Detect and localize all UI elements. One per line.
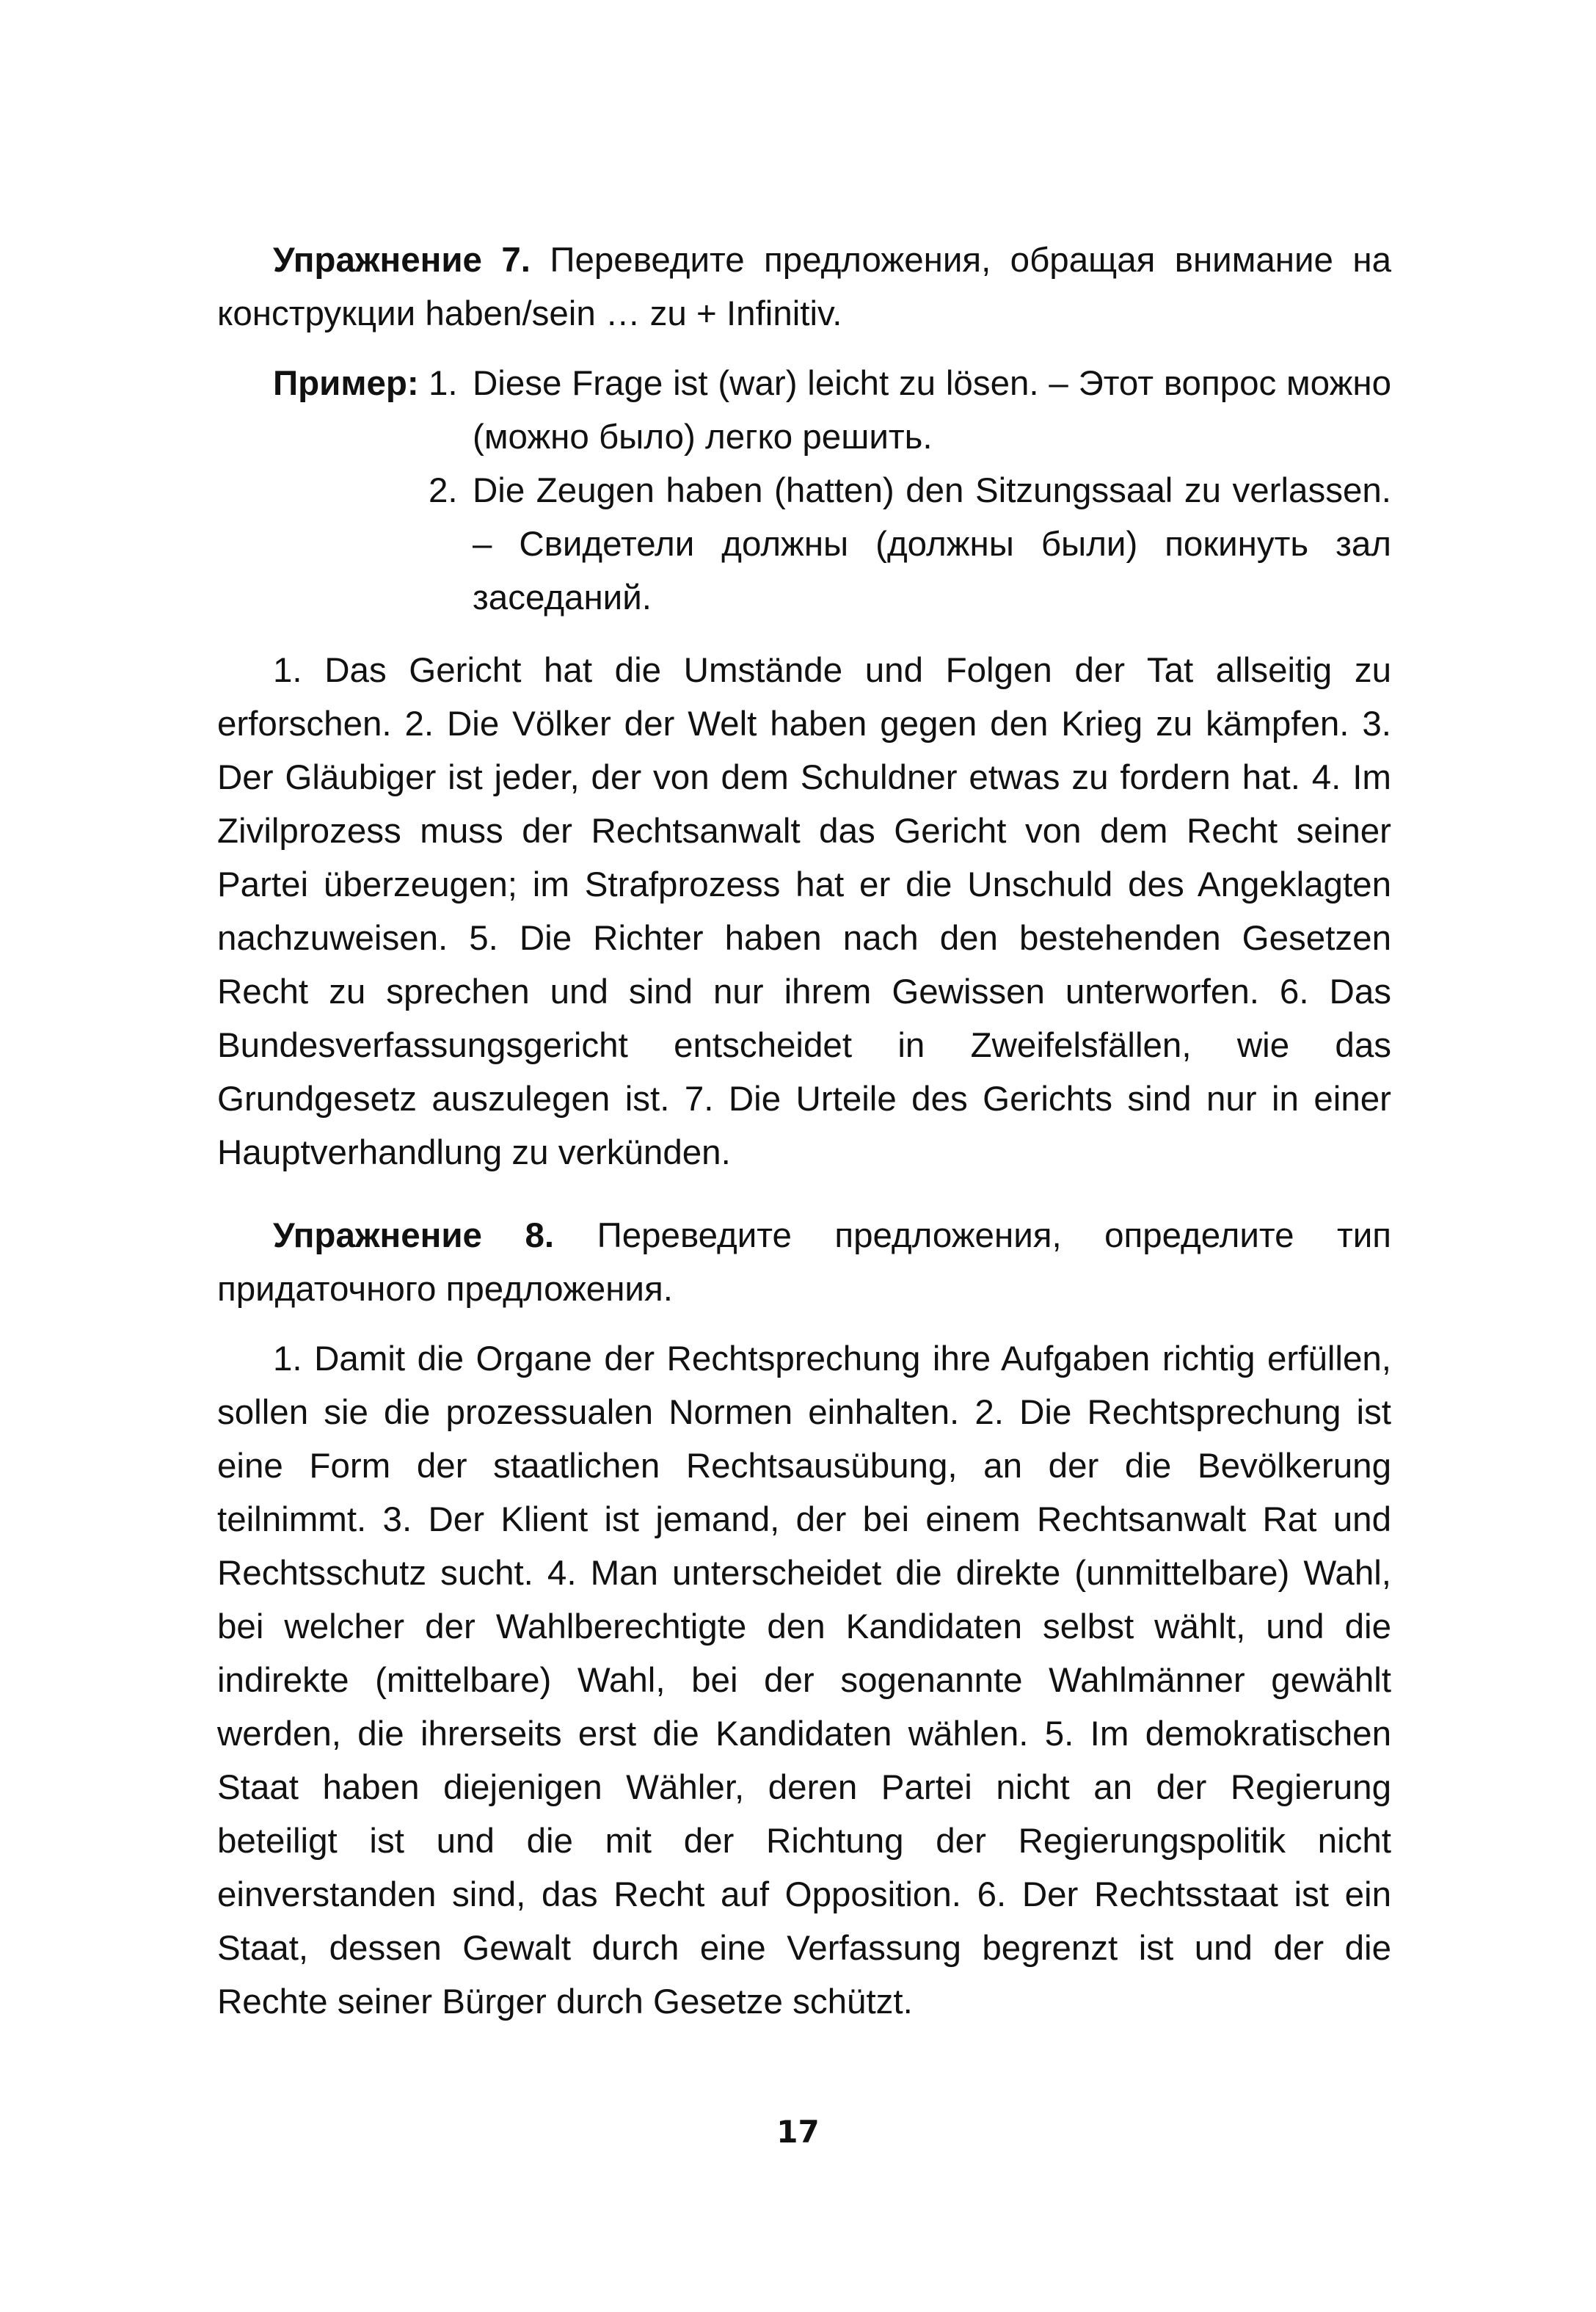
example-1-number: 1.: [429, 364, 458, 403]
example-label: Пример:: [273, 364, 419, 403]
exercise-7-paragraph: 1. Das Gericht hat die Umstände und Folgen der Tat allseitig zu erforschen. 2. Die Völker der Welt haben gegen den Krieg zu kämpfen. 3. Der Gläubiger ist jeder, der von dem Schuldner etwas zu fordern hat. 4. Im Zivilprozess muss der Rechtsanwalt das Gericht von dem Recht seiner Partei überzeugen; im Strafprozess hat er die Unschuld des Angeklagten nachzuweisen. 5. Die Richter haben nach den bestehenden Gesetzen Recht zu sprechen und sind nur ihrem Gewissen unterworfen. 6. Das Bundesverfassungsgericht entscheidet in Zweifelsfällen, wie das Grundgesetz auszulegen ist. 7. Die Urteile des Gerichts sind nur in einer Hauptverhandlung zu verkünden.: [217, 651, 1391, 1172]
example-1-text: Diese Frage ist (war) leicht zu lösen. – Этот вопрос можно (можно было) легко решить.: [473, 364, 1391, 457]
exercise-7-example: [217, 357, 1391, 625]
example-item-2: [429, 464, 1391, 625]
example-item-1: [429, 357, 1391, 464]
exercise-7-instruction: Переведите предложения, обращая внимание на конструкции haben/sein … zu + Infinitiv.: [217, 241, 1391, 333]
exercise-7-heading: [217, 233, 1391, 341]
exercise-8-instruction: Переведите предложения, определите тип придаточного предложения.: [217, 1216, 1392, 1309]
exercise-8-title: Упражнение 8.: [273, 1216, 555, 1255]
page-content: [217, 233, 1391, 2029]
page-number: 17: [776, 2114, 820, 2150]
exercise-7-title: Упражнение 7.: [273, 241, 531, 280]
exercise-8-heading: [217, 1209, 1391, 1316]
exercise-8-paragraph: 1. Damit die Organe der Rechtsprechung ihre Aufgaben richtig erfüllen, sollen sie die prozessualen Normen einhalten. 2. Die Rechtsprechung ist eine Form der staatlichen Rechtsausübung, an der die Bevölkerung teilnimmt. 3. Der Klient ist jemand, der bei einem Rechtsanwalt Rat und Rechtsschutz sucht. 4. Man unterscheidet die direkte (unmittelbare) Wahl, bei welcher der Wahlberechtigte den Kandidaten selbst wählt, und die indirekte (mittelbare) Wahl, bei der sogenannte Wahlmänner gewählt werden, die ihrerseits erst die Kandidaten wählen. 5. Im demokratischen Staat haben diejenigen Wähler, deren Partei nicht an der Regierung beteiligt ist und die mit der Richtung der Regierungspolitik nicht einverstanden sind, das Recht auf Opposition. 6. Der Rechtsstaat ist ein Staat, dessen Gewalt durch eine Verfassung begrenzt ist und der die Rechte seiner Bürger durch Gesetze schützt.: [217, 1339, 1391, 2021]
example-2-text: Die Zeugen haben (hatten) den Sitzungssaal zu verlassen. – Свидетели должны (должны были) покинуть зал заседаний.: [473, 471, 1391, 617]
example-2-number: 2.: [429, 471, 458, 510]
example-list: [429, 357, 1391, 625]
